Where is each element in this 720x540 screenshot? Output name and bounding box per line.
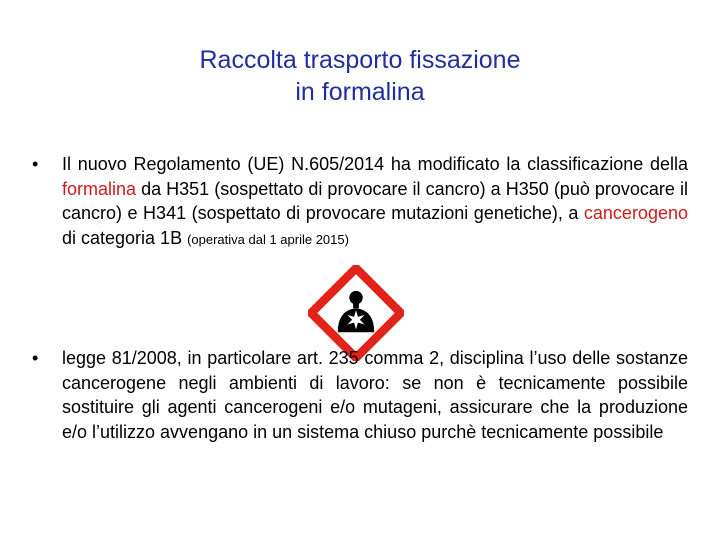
highlight-cancerogeno: cancerogeno — [583, 203, 688, 223]
bullet-1-text-a: Il nuovo Regolamento (UE) N.605/2014 ha modificato la classificazione della — [62, 154, 688, 174]
slide-title — [0, 44, 720, 108]
bullet-marker-1: • — [32, 154, 39, 174]
slide-title-line-1: Raccolta trasporto fissazione — [199, 46, 521, 74]
highlight-formalina: formalina — [62, 178, 137, 199]
bullet-paragraph-regolamento — [62, 152, 688, 252]
effective-date-note: (operativa dal 1 aprile 2015) — [187, 231, 349, 247]
bullet-1-text-c: di categoria 1B — [62, 227, 188, 248]
bullet-1-text-b: da H351 (sospettato di provocare il cancro) a H350 (può provocare il cancro) e H341 (sospettato di provocare mutazioni genetiche), a — [62, 178, 688, 223]
bullet-paragraph-legge: legge 81/2008, in particolare art. 235 comma 2, disciplina l’uso delle sostanze cancerogene negli ambienti di lavoro: se non è tecnicamente possibile sostituire gli agenti cancerogeni e/o mutageni, assicurare che la produzione e/o l’utilizzo avvengano in un sistema chiuso purchè tecnicamente possibile — [62, 348, 688, 442]
slide-title-line-2: in formalina — [295, 78, 425, 106]
bullet-marker-2: • — [32, 348, 39, 368]
